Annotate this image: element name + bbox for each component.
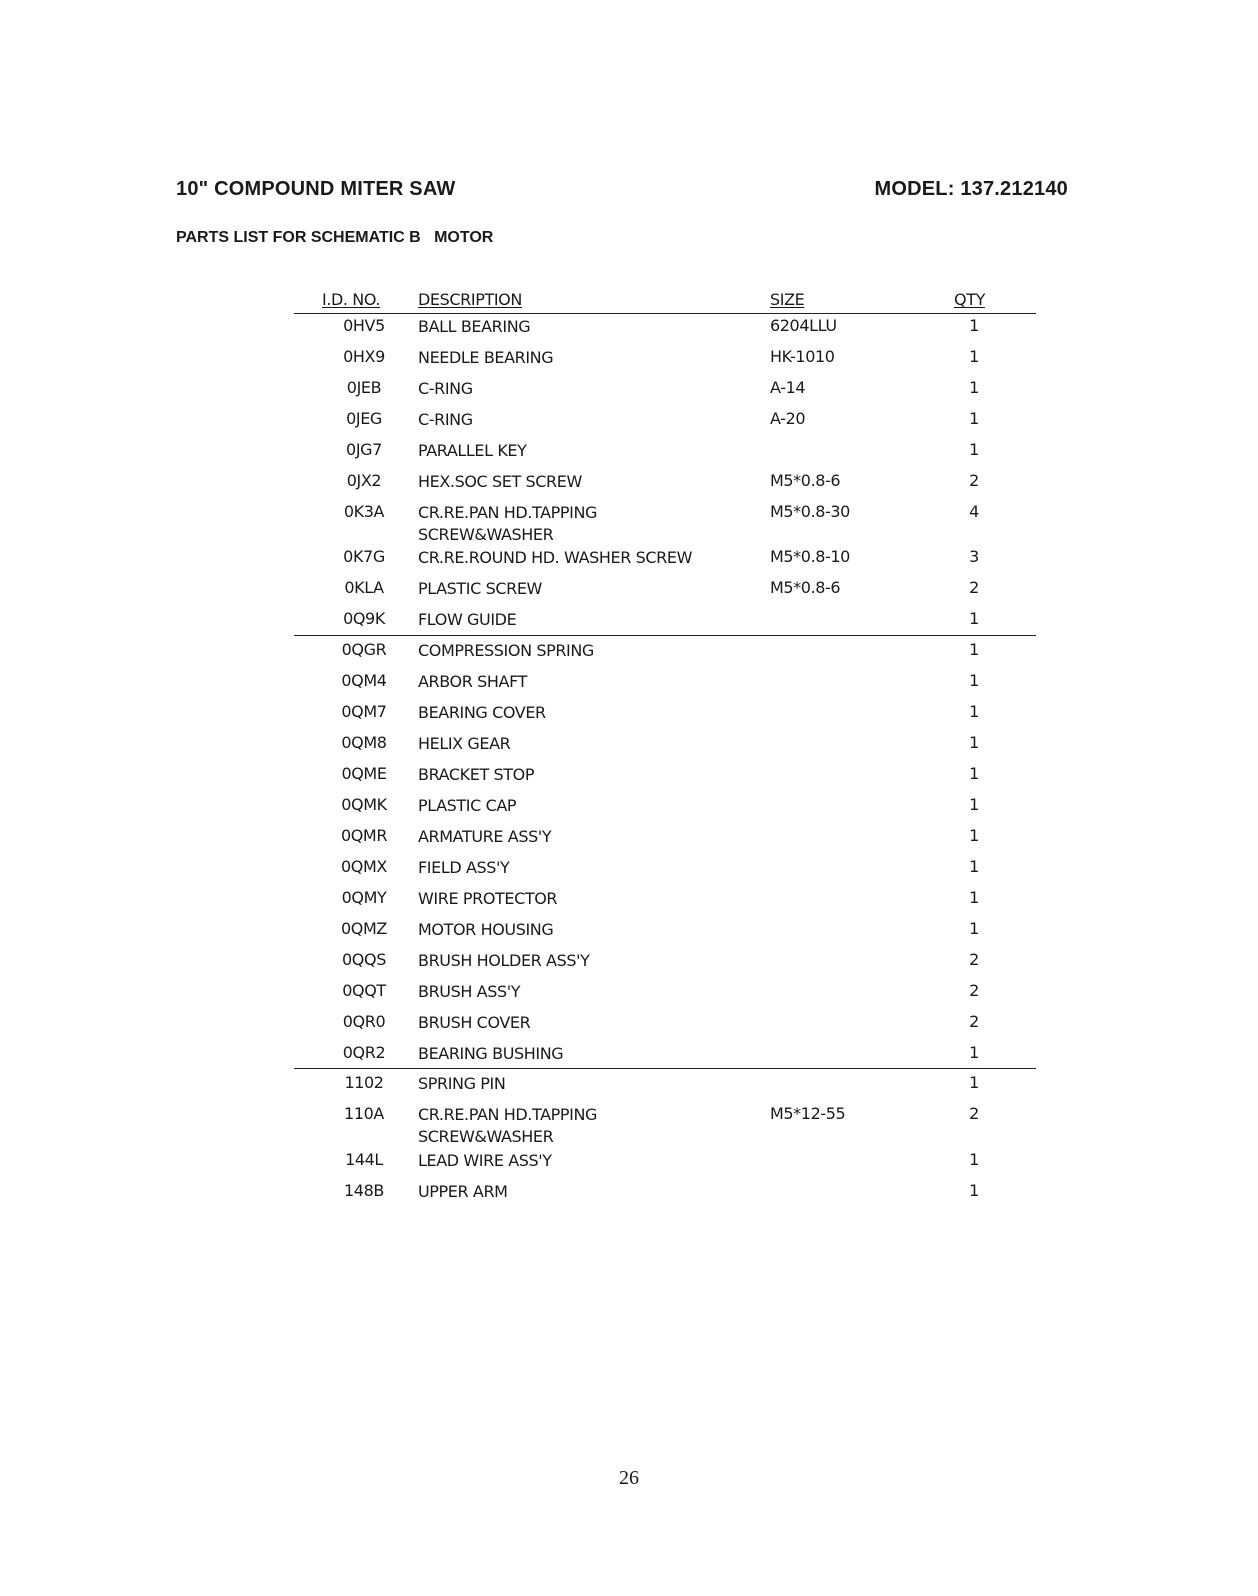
part-qty: 1 <box>969 316 979 335</box>
part-id: 0K7G <box>343 547 385 566</box>
part-description: UPPER ARM <box>418 1182 508 1201</box>
part-qty: 1 <box>969 640 979 659</box>
table-row <box>294 316 1034 347</box>
part-id: 0QM8 <box>341 733 387 752</box>
part-id: 0Q9K <box>343 609 385 628</box>
table-row <box>294 919 1034 950</box>
table-row <box>294 764 1034 795</box>
part-description: CR.RE.PAN HD.TAPPING SCREW&WASHER <box>418 503 598 544</box>
part-id: 0QMX <box>341 857 387 876</box>
part-size: M5*0.8-10 <box>770 547 850 566</box>
part-qty: 1 <box>969 409 979 428</box>
table-row <box>294 640 1034 671</box>
table-row <box>294 671 1034 702</box>
part-description: ARMATURE ASS'Y <box>418 827 552 846</box>
part-description: C-RING <box>418 379 473 398</box>
table-row <box>294 502 1034 544</box>
table-header <box>294 290 1034 312</box>
part-description: BEARING COVER <box>418 703 546 722</box>
part-description: BALL BEARING <box>418 317 531 336</box>
part-description: BRUSH HOLDER ASS'Y <box>418 951 590 970</box>
part-size: HK-1010 <box>770 347 835 366</box>
table-row <box>294 471 1034 502</box>
part-qty: 1 <box>969 857 979 876</box>
column-header-qty: QTY <box>954 290 985 309</box>
part-size: A-20 <box>770 409 806 428</box>
part-id: 0KLA <box>344 578 384 597</box>
part-qty: 1 <box>969 702 979 721</box>
part-qty: 2 <box>969 471 979 490</box>
column-header-description: DESCRIPTION <box>418 290 522 309</box>
parts-list-subtitle: PARTS LIST FOR SCHEMATIC B MOTOR <box>176 229 494 246</box>
part-description: PLASTIC CAP <box>418 796 517 815</box>
part-qty: 3 <box>969 547 979 566</box>
table-row <box>294 733 1034 764</box>
part-qty: 1 <box>969 888 979 907</box>
part-description: BEARING BUSHING <box>418 1044 564 1063</box>
part-qty: 1 <box>969 1181 979 1200</box>
model-number: MODEL: 137.212140 <box>874 178 1068 200</box>
part-id: 0QME <box>341 764 387 783</box>
table-divider <box>294 313 1036 314</box>
part-id: 0QMR <box>340 826 388 845</box>
part-id: 0JEB <box>346 378 382 397</box>
part-qty: 1 <box>969 826 979 845</box>
part-size: 6204LLU <box>770 316 837 335</box>
part-description: WIRE PROTECTOR <box>418 889 558 908</box>
part-size: M5*0.8-6 <box>770 471 841 490</box>
part-qty: 2 <box>969 578 979 597</box>
table-row <box>294 1150 1034 1181</box>
part-qty: 1 <box>969 440 979 459</box>
part-qty: 1 <box>969 347 979 366</box>
part-qty: 1 <box>969 378 979 397</box>
part-qty: 1 <box>969 764 979 783</box>
part-description: C-RING <box>418 410 473 429</box>
part-description: BRUSH COVER <box>418 1013 531 1032</box>
table-row <box>294 547 1034 578</box>
part-id: 1102 <box>344 1073 384 1092</box>
page-title: 10" COMPOUND MITER SAW <box>176 178 456 200</box>
table-row <box>294 1104 1034 1146</box>
part-size: M5*0.8-30 <box>770 502 850 521</box>
part-qty: 1 <box>969 733 979 752</box>
table-row <box>294 347 1034 378</box>
part-qty: 1 <box>969 1150 979 1169</box>
part-size: M5*0.8-6 <box>770 578 841 597</box>
part-description: CR.RE.PAN HD.TAPPING SCREW&WASHER <box>418 1105 598 1146</box>
part-qty: 2 <box>969 950 979 969</box>
part-description: FLOW GUIDE <box>418 610 517 629</box>
part-id: 0QQS <box>342 950 386 969</box>
part-id: 0QM4 <box>341 671 387 690</box>
part-description: MOTOR HOUSING <box>418 920 554 939</box>
table-row <box>294 857 1034 888</box>
part-id: 0JX2 <box>346 471 382 490</box>
table-row <box>294 888 1034 919</box>
table-row <box>294 702 1034 733</box>
column-header-id: I.D. NO. <box>322 290 381 309</box>
part-qty: 1 <box>969 1043 979 1062</box>
table-row <box>294 609 1034 640</box>
part-description: COMPRESSION SPRING <box>418 641 594 660</box>
part-qty: 1 <box>969 795 979 814</box>
part-qty: 1 <box>969 919 979 938</box>
part-description: PARALLEL KEY <box>418 441 527 460</box>
table-row <box>294 440 1034 471</box>
part-id: 0QMZ <box>341 919 387 938</box>
part-id: 0JEG <box>346 409 382 428</box>
part-description: HEX.SOC SET SCREW <box>418 472 582 491</box>
table-row <box>294 1043 1034 1074</box>
table-row <box>294 378 1034 409</box>
table-row <box>294 950 1034 981</box>
part-id: 0HX9 <box>343 347 385 366</box>
part-description: CR.RE.ROUND HD. WASHER SCREW <box>418 548 693 567</box>
part-id: 110A <box>344 1104 384 1123</box>
part-id: 144L <box>345 1150 383 1169</box>
part-id: 0HV5 <box>343 316 385 335</box>
page-number: 26 <box>619 1467 639 1489</box>
part-id: 0QR0 <box>342 1012 386 1031</box>
part-qty: 2 <box>969 1104 979 1123</box>
part-id: 0QMK <box>341 795 387 814</box>
part-description: NEEDLE BEARING <box>418 348 554 367</box>
table-row <box>294 578 1034 609</box>
table-row <box>294 1181 1034 1212</box>
part-description: ARBOR SHAFT <box>418 672 527 691</box>
part-qty: 2 <box>969 1012 979 1031</box>
part-description: BRACKET STOP <box>418 765 535 784</box>
part-id: 148B <box>344 1181 384 1200</box>
part-qty: 1 <box>969 671 979 690</box>
part-qty: 4 <box>969 502 979 521</box>
table-row <box>294 1012 1034 1043</box>
part-id: 0K3A <box>343 502 385 521</box>
part-size: A-14 <box>770 378 806 397</box>
part-id: 0QMY <box>341 888 387 907</box>
part-size: M5*12-55 <box>770 1104 846 1123</box>
table-row <box>294 1073 1034 1104</box>
part-description: BRUSH ASS'Y <box>418 982 521 1001</box>
part-description: FIELD ASS'Y <box>418 858 510 877</box>
part-description: LEAD WIRE ASS'Y <box>418 1151 552 1170</box>
part-description: SPRING PIN <box>418 1074 506 1093</box>
part-qty: 1 <box>969 609 979 628</box>
part-description: HELIX GEAR <box>418 734 511 753</box>
column-header-size: SIZE <box>770 290 805 309</box>
table-row <box>294 981 1034 1012</box>
part-description: PLASTIC SCREW <box>418 579 542 598</box>
part-id: 0QM7 <box>341 702 387 721</box>
part-id: 0QQT <box>342 981 386 1000</box>
part-id: 0QR2 <box>342 1043 386 1062</box>
table-row <box>294 826 1034 857</box>
part-qty: 2 <box>969 981 979 1000</box>
part-id: 0JG7 <box>346 440 382 459</box>
part-qty: 1 <box>969 1073 979 1092</box>
table-row <box>294 795 1034 826</box>
table-row <box>294 409 1034 440</box>
part-id: 0QGR <box>341 640 387 659</box>
